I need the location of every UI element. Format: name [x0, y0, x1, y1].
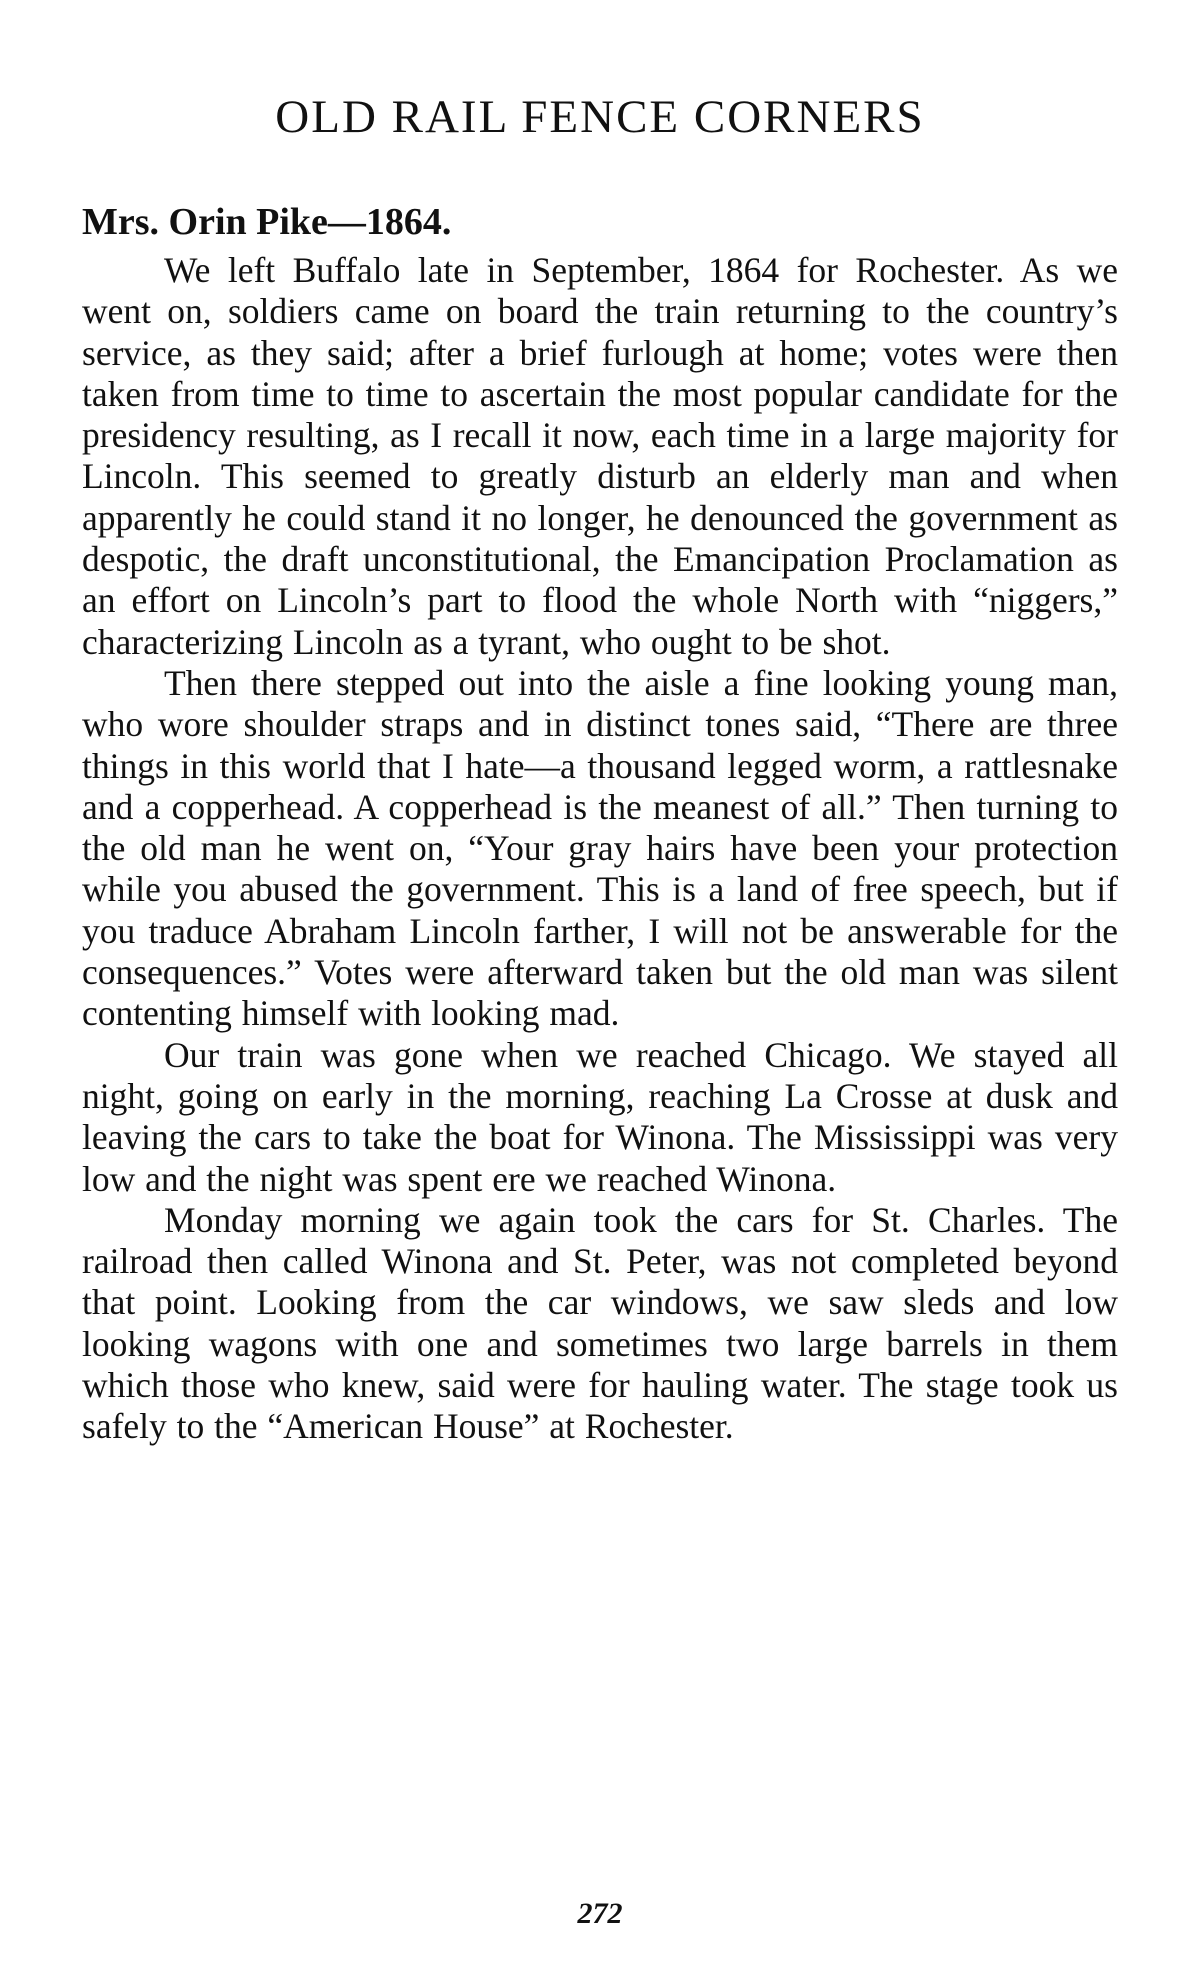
paragraph-4: Monday morning we again took the cars for St. Charles. The railroad then called Winona and St. Peter, was not completed beyond that point. Looking from the car windows, we saw sleds and low looking wagons with one and sometimes two large barrels in them which those who knew, said were for hauling water. The stage took us safely to the “American House” at Rochester. — [82, 1199, 1118, 1447]
book-page — [82, 0, 1118, 1985]
paragraph-1: We left Buffalo late in September, 1864 for Rochester. As we went on, soldiers came on board the train returning to the country’s service, as they said; after a brief furlough at home; votes were then taken from time to time to ascertain the most popular candidate for the presidency resulting, as I recall it now, each time in a large majority for Lincoln. This seemed to greatly disturb an elderly man and when apparently he could stand it no longer, he denounced the government as despotic, the draft unconstitutional, the Emancipation Proclamation as an effort on Lincoln’s part to flood the whole North with “niggers,” characterizing Lincoln as a tyrant, who ought to be shot. — [82, 250, 1118, 662]
page-number: 272 — [577, 1897, 623, 1930]
byline: Mrs. Orin Pike—1864. — [82, 201, 452, 243]
paragraph-3: Our train was gone when we reached Chicago. We stayed all night, going on early in the morning, reaching La Crosse at dusk and leaving the cars to take the boat for Winona. The Mississippi was very low and the night was spent ere we reached Winona. — [82, 1034, 1118, 1199]
body-text — [82, 250, 1118, 1448]
running-head: OLD RAIL FENCE CORNERS — [275, 91, 925, 143]
paragraph-2: Then there stepped out into the aisle a fine looking young man, who wore shoulder straps and in distinct tones said, “There are three things in this world that I hate—a thousand legged worm, a rattlesnake and a copperhead. A copperhead is the meanest of all.” Then turning to the old man he went on, “Your gray hairs have been your protection while you abused the government. This is a land of free speech, but if you traduce Abraham Lincoln farther, I will not be answerable for the consequences.” Votes were afterward taken but the old man was silent contenting himself with looking mad. — [82, 662, 1118, 1034]
